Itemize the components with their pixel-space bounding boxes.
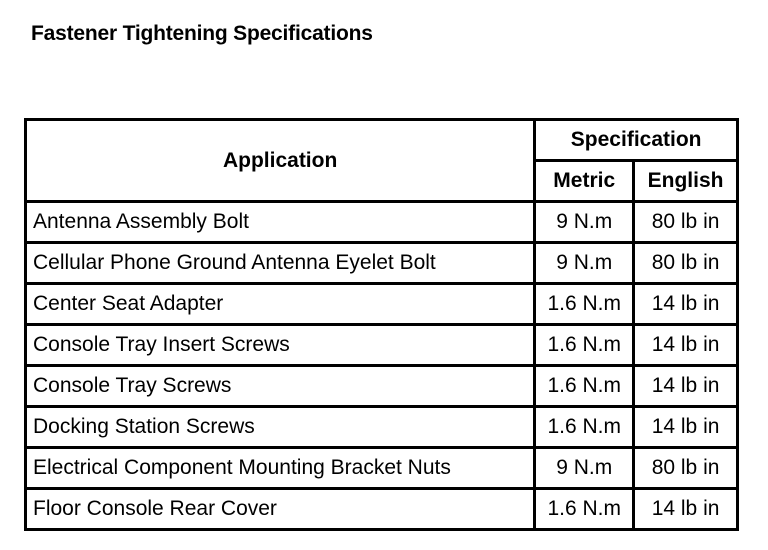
- cell-english: 14 lb in: [635, 408, 736, 449]
- cell-english: 80 lb in: [635, 449, 736, 490]
- cell-application: Floor Console Rear Cover: [27, 490, 536, 528]
- cell-metric: 9 N.m: [536, 244, 635, 285]
- table-row: [27, 203, 736, 244]
- table-row: [27, 408, 736, 449]
- cell-application: Docking Station Screws: [27, 408, 536, 449]
- header-english: English: [635, 162, 736, 203]
- table-row: [27, 285, 736, 326]
- cell-application: Center Seat Adapter: [27, 285, 536, 326]
- table-row: [27, 244, 736, 285]
- cell-application: Console Tray Screws: [27, 367, 536, 408]
- cell-english: 80 lb in: [635, 203, 736, 244]
- cell-metric: 1.6 N.m: [536, 408, 635, 449]
- cell-metric: 1.6 N.m: [536, 326, 635, 367]
- fastener-spec-table: [24, 118, 739, 531]
- table-row: [27, 367, 736, 408]
- cell-english: 80 lb in: [635, 244, 736, 285]
- cell-english: 14 lb in: [651, 497, 720, 520]
- header-application: Application: [27, 121, 536, 203]
- cell-metric: 1.6 N.m: [536, 285, 635, 326]
- header-metric: Metric: [536, 162, 635, 203]
- cell-english: 14 lb in: [635, 285, 736, 326]
- cell-application: Antenna Assembly Bolt: [27, 203, 536, 244]
- header-specification: Specification: [536, 121, 736, 162]
- cell-metric: 9 N.m: [536, 203, 635, 244]
- table-row: [27, 326, 736, 367]
- table-row: [27, 449, 736, 490]
- table-row: [27, 490, 736, 528]
- cell-english: 14 lb in: [635, 326, 736, 367]
- cell-application: Cellular Phone Ground Antenna Eyelet Bolt: [27, 244, 536, 285]
- cell-application: Console Tray Insert Screws: [27, 326, 536, 367]
- page-title: Fastener Tightening Specifications: [31, 22, 373, 45]
- cell-metric: 9 N.m: [536, 449, 635, 490]
- cell-metric: 1.6 N.m: [536, 490, 635, 528]
- cell-english: 14 lb in: [635, 367, 736, 408]
- cell-metric: 1.6 N.m: [536, 367, 635, 408]
- cell-application: Electrical Component Mounting Bracket Nuts: [27, 449, 536, 490]
